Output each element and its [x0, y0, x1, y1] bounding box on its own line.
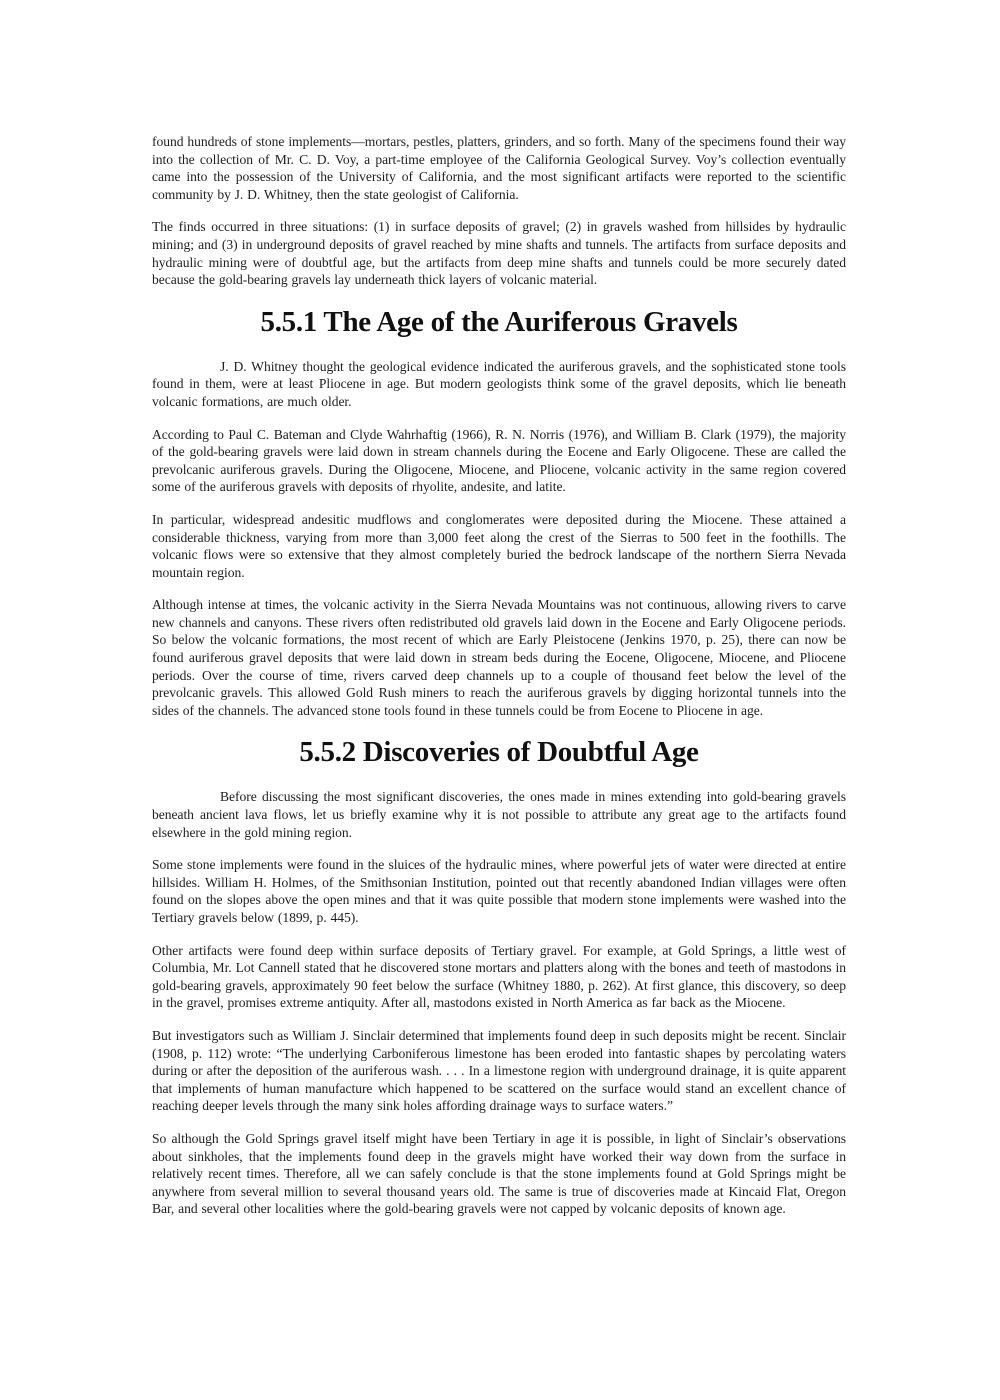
paragraph-continuation: found hundreds of stone implements—mortars, pestles, platters, grinders, and so forth. Many of the specimens found their way into the collection of Mr. C. D. Voy, a part-time employee of the California Geological Survey. Voy’s collection eventually came into the possession of the University of California, and the most significant artifacts were reported to the scientific community by J. D. Whitney, then the state geologist of California. — [152, 134, 846, 202]
text-column — [152, 133, 846, 1233]
paragraph-volcanic-activity-rivers: Although intense at times, the volcanic activity in the Sierra Nevada Mountains was not continuous, allowing rivers to carve new channels and canyons. These rivers often redistributed old gravels laid down in the Eocene and Early Oligocene periods. So below the volcanic formations, the most recent of which are Early Pleistocene (Jenkins 1970, p. 25), there can now be found auriferous gravel deposits that were laid down in stream beds during the Eocene, Oligocene, Miocene, and Pliocene periods. Over the course of time, rivers carved deep channels up to a couple of thousand feet below the level of the prevolcanic gravels. This allowed Gold Rush miners to reach the auriferous gravels by digging horizontal tunnels into the sides of the channels. The advanced stone tools found in these tunnels could be from Eocene to Pliocene in age. — [152, 597, 846, 718]
paragraph-sluices-holmes: Some stone implements were found in the sluices of the hydraulic mines, where powerful jets of water were directed at entire hillsides. William H. Holmes, of the Smithsonian Institution, pointed out that recently abandoned Indian villages were often found on the slopes above the open mines and that it was quite possible that modern stone implements were washed into the Tertiary gravels below (1899, p. 445). — [152, 857, 846, 925]
paragraph-andesitic-mudflows: In particular, widespread andesitic mudflows and conglomerates were deposited during the Miocene. These attained a considerable thickness, varying from more than 3,000 feet along the crest of the Sierras to 500 feet in the foothills. The volcanic flows were so extensive that they almost completely buried the bedrock landscape of the northern Sierra Nevada mountain region. — [152, 511, 846, 580]
paragraph-before-discussing: Before discussing the most significant discoveries, the ones made in mines extending into gold-bearing gravels beneath ancient lava flows, let us briefly examine why it is not possible to attribute any great age to the artifacts found elsewhere in the gold mining region. — [152, 789, 846, 840]
paragraph-sinclair-quote: But investigators such as William J. Sinclair determined that implements found deep in such deposits might be recent. Sinclair (1908, p. 112) wrote: “The underlying Carboniferous limestone has been eroded into fantastic shapes by percolating waters during or after the deposition of the auriferous wash. . . . In a limestone region with underground drainage, it is quite apparent that implements of human manufacture which happened to be scattered on the surface would stand an excellent chance of reaching deeper levels through the many sink holes affording drainage ways to surface waters.” — [152, 1027, 846, 1114]
paragraph-bateman-wahrhaftig: According to Paul C. Bateman and Clyde Wahrhaftig (1966), R. N. Norris (1976), and William B. Clark (1979), the majority of the gold-bearing gravels were laid down in stream channels during the Eocene and Early Oligocene. These are called the prevolcanic auriferous gravels. During the Oligocene, Miocene, and Pliocene, volcanic activity in the same region covered some of the auriferous gravels with deposits of rhyolite, andesite, and latite. — [152, 426, 846, 495]
paragraph-three-situations: The finds occurred in three situations: (1) in surface deposits of gravel; (2) in gravels washed from hillsides by hydraulic mining; and (3) in underground deposits of gravel reached by mine shafts and tunnels. The artifacts from surface deposits and hydraulic mining were of doubtful age, but the artifacts from deep mine shafts and tunnels could be more securely dated because the gold-bearing gravels lay underneath thick layers of volcanic material. — [152, 219, 846, 288]
paragraph-conclusion-sinkholes: So although the Gold Springs gravel itself might have been Tertiary in age it is possible, in light of Sinclair’s observations about sinkholes, that the implements found deep in the gravels might have worked their way down from the surface in relatively recent times. Therefore, all we can safely conclude is that the stone implements found at Gold Springs might be anywhere from several million to several thousand years old. The same is true of discoveries made at Kincaid Flat, Oregon Bar, and several other localities where the gold-bearing gravels were not capped by volcanic deposits of known age. — [152, 1130, 846, 1217]
section-heading-5-5-1: 5.5.1 The Age of the Auriferous Gravels — [260, 305, 738, 338]
section-heading-5-5-2: 5.5.2 Discoveries of Doubtful Age — [299, 736, 699, 769]
paragraph-gold-springs-cannell: Other artifacts were found deep within surface deposits of Tertiary gravel. For example, at Gold Springs, a little west of Columbia, Mr. Lot Cannell stated that he discovered stone mortars and platters along with the bones and teeth of mastodons in gold-bearing gravels, approximately 90 feet below the surface (Whitney 1880, p. 262). At first glance, this discovery, so deep in the gravel, promises extreme antiquity. After all, mastodons existed in North America as far back as the Miocene. — [152, 942, 846, 1011]
paragraph-whitney-evidence: J. D. Whitney thought the geological evidence indicated the auriferous gravels, and the sophisticated stone tools found in them, were at least Pliocene in age. But modern geologists think some of the gravel deposits, which lie beneath volcanic formations, are much older. — [152, 358, 846, 409]
